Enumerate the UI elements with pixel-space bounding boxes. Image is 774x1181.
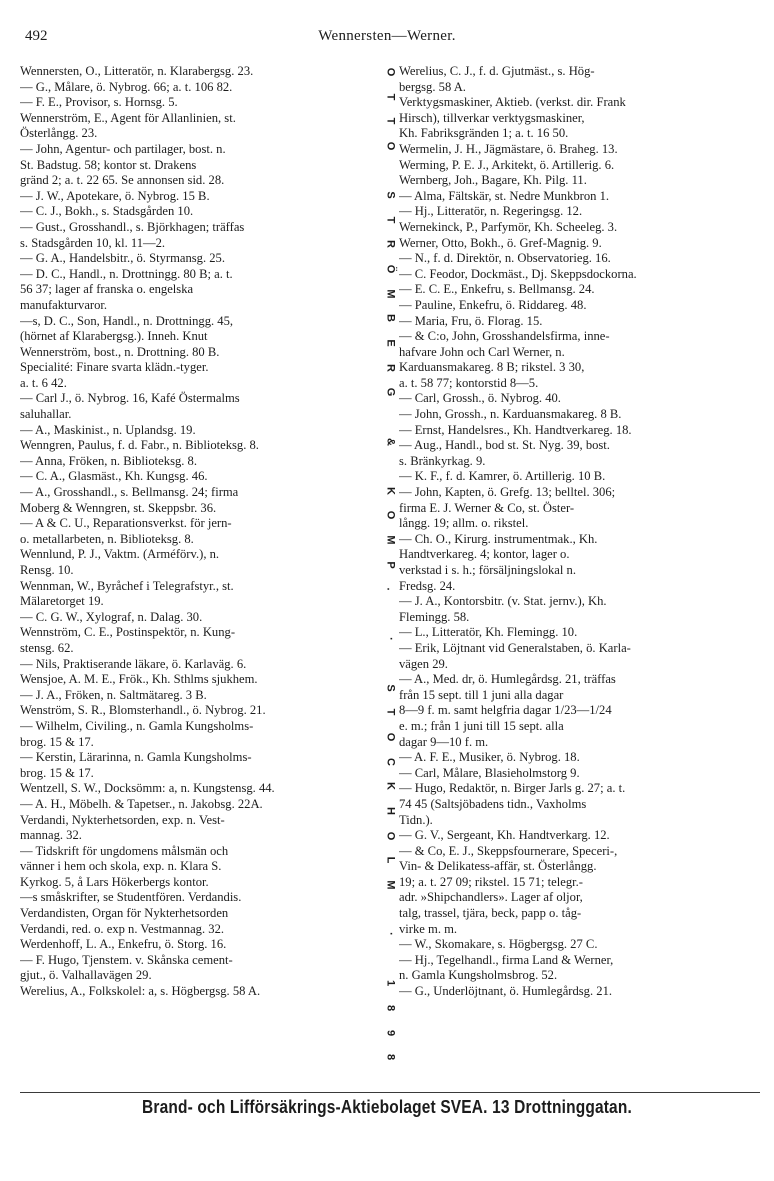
directory-entry-line: Werelius, A., Folkskolel: a, s. Högbergsg. 58 A. [20,984,261,999]
directory-entry-line: — Hj., Tegelhandl., firma Land & Werner, [399,952,614,967]
separator-character: R [384,240,397,249]
directory-entry-line: — A & C. U., Reparationsverkst. för jern- [20,516,232,531]
directory-entry-line: Specialité: Finare svarta klädn.-tyger. [20,360,209,375]
directory-entry-line: 19; a. t. 27 09; rikstel. 15 71; telegr.- [399,874,583,889]
directory-entry-line: Werdenhoff, L. A., Enkefru, ö. Storg. 16. [20,937,227,952]
separator-character: . [384,587,397,591]
directory-entry-line: — Aug., Handl., bod st. St. Nyg. 39, bost. [399,438,610,453]
separator-character: O [384,511,397,520]
directory-entry-line: 56 37; lager af franska o. engelska [20,282,194,297]
directory-entry-line: 8—9 f. m. samt helgfria dagar 1/23—1/24 [399,703,612,718]
page-number: 492 [25,28,48,44]
directory-entry-line: vägen 29. [399,656,448,671]
directory-entry-line: Vin- & Delikatess-affär, st. Österlångg. [399,859,597,874]
directory-entry-line: — Ernst, Handelsres., Kh. Handtverkareg. 18. [399,422,632,437]
directory-entry-line: långg. 19; allm. o. rikstel. [399,516,529,531]
separator-character: M [384,289,397,299]
directory-entry-line: — John, Kapten, ö. Grefg. 13; belltel. 306; [399,485,616,500]
directory-entry-line: —s, D. C., Son, Handl., n. Drottningg. 45, [20,313,234,328]
separator-character: T [384,216,397,224]
directory-entry-line: Wenström, S. R., Blomsterhandl., ö. Nybrog. 21. [20,703,266,718]
directory-entry-line: Handtverkareg. 4; kontor, lager o. [399,547,570,562]
separator-character: 1 [384,980,397,987]
directory-entry-line: brog. 15 & 17. [20,734,94,749]
directory-entry-line: — C. A., Glasmäst., Kh. Kungsg. 46. [20,469,208,484]
separator-character: · [384,932,397,937]
separator-character: H [384,807,397,815]
directory-entry-line: — John, Grossh., n. Karduansmakareg. 8 B. [399,407,622,422]
directory-entry-line: — E. C. E., Enkefru, s. Bellmansg. 24. [399,282,595,297]
directory-entry-line: — J. A., Kontorsbitr. (v. Stat. jernv.), Kh. [399,594,607,609]
directory-entry-line: — & Co, E. J., Skeppsfournerare, Speceri-, [399,843,618,858]
directory-entry-line: — Ch. O., Kirurg. instrumentmak., Kh. [399,531,598,546]
directory-entry-line: Wennman, W., Byråchef i Telegrafstyr., st. [20,578,234,593]
directory-entry-line: — John, Agentur- och partilager, bost. n. [20,141,226,156]
directory-entry-line: 74 45 (Saltsjöbadens tidn., Vaxholms [399,796,587,811]
separator-character: M [384,535,397,545]
footer-rule [20,1092,760,1093]
separator-character: & [384,437,397,446]
directory-entry-line: Werelius, C. J., f. d. Gjutmäst., s. Hög- [399,64,595,78]
directory-entry-line: n. Gamla Kungsholmsbrog. 52. [399,968,558,983]
separator-character: T [384,117,397,125]
separator-character: T [384,93,397,100]
column-separator-text [384,66,397,1086]
directory-entry-line: o. metallarbeten, n. Biblioteksg. 8. [20,531,194,546]
separator-character: S [384,684,397,692]
separator-character: C [384,757,397,766]
directory-entry-line: Verdandi, red. o. exp n. Vestmannag. 32. [20,921,225,936]
directory-entry-line: — G. V., Sergeant, Kh. Handtverkarg. 12. [399,828,610,843]
directory-entry-line: Kh. Fabriksgränden 1; a. t. 16 50. [399,126,569,141]
directory-entry-line: St. Badstug. 58; kontor st. Drakens [20,157,197,172]
directory-entry-line: hafvare John och Carl Werner, n. [399,344,565,359]
separator-character: G [384,387,397,397]
directory-entry-line: — Anna, Fröken, n. Biblioteksg. 8. [20,453,198,468]
footer-advertisement: Brand- och Lifförsäkrings-Aktiebolaget SVEA. 13 Drottninggatan. [142,1097,632,1117]
directory-entry-line: Rensg. 10. [20,563,74,577]
separator-character: Ö [384,264,397,274]
running-head: Wennersten—Werner. [318,28,456,44]
separator-character: B [384,314,397,323]
directory-entry-line: — D. C., Handl., n. Drottningg. 80 B; a. t. [20,266,233,281]
separator-character: K [384,486,397,495]
directory-entry-line: Werming, P. E. J., Arkitekt, ö. Artillerig. 6. [399,157,615,172]
directory-entry-line: — C. Feodor, Dockmäst., Dj. Skeppsdockorna. [399,266,637,281]
directory-entry-line: — L., Litteratör, Kh. Flemingg. 10. [399,625,578,640]
directory-entry-line: mannag. 32. [20,828,82,843]
directory-entry-line: Wentzell, S. W., Docksömm: a, n. Kungstensg. 44. [20,781,275,796]
separator-character: M [384,880,397,890]
directory-entry-line: adr. »Shipchandlers». Lager af oljor, [399,890,583,905]
directory-entry-line: manufakturvaror. [20,297,108,312]
separator-character: T [384,709,397,716]
directory-entry-line: gjut., ö. Valhallavägen 29. [20,968,152,983]
separator-character: 8 [384,1054,397,1061]
directory-entry-line: — F. E., Provisor, s. Hornsg. 5. [20,95,178,110]
directory-entry-line: Wennersten, O., Litteratör, n. Klarabergsg. 23. [20,64,254,78]
directory-entry-line: —s småskrifter, se Studentfören. Verdandis. [20,890,242,905]
directory-entry-line: Karduansmakareg. 8 B; rikstel. 3 30, [399,360,585,375]
directory-entry-line: — Alma, Fältskär, st. Nedre Munkbron 1. [399,188,610,203]
directory-entry-line: (hörnet af Klarabergsg.). Inneh. Knut [20,329,208,344]
directory-entry-line: — Erik, Löjtnant vid Generalstaben, ö. Karla- [399,640,631,655]
directory-entry-line: — Carl, Målare, Blasieholmstorg 9. [399,765,580,780]
directory-entry-line: — A. F. E., Musiker, ö. Nybrog. 18. [399,750,580,765]
directory-entry-line: — Kerstin, Lärarinna, n. Gamla Kungsholms- [20,750,252,765]
directory-entry-line: Kyrkog. 5, å Lars Hökerbergs kontor. [20,874,209,889]
directory-entry-line: — & C:o, John, Grosshandelsfirma, inne- [399,329,610,344]
separator-character: O [384,67,397,77]
separator-character: O [384,831,397,840]
directory-entry-line: — Pauline, Enkefru, ö. Riddareg. 48. [399,297,587,312]
right-column [399,64,765,1000]
directory-entry-line: e. m.; från 1 juni till 15 sept. alla [399,718,564,733]
separator-character: S [384,191,397,199]
directory-entry-line: Wennlund, P. J., Vaktm. (Arméförv.), n. [20,547,220,562]
directory-entry-line: talg, trassel, tjära, beck, papp o. tåg- [399,906,582,921]
directory-entry-line: dagar 9—10 f. m. [399,734,489,749]
directory-entry-line: Wennerström, E., Agent för Allanlinien, st. [20,110,236,125]
directory-entry-line: — W., Skomakare, s. Högbergsg. 27 C. [399,937,598,952]
directory-entry-line: — J. A., Fröken, n. Saltmätareg. 3 B. [20,687,207,702]
separator-character: 8 [384,1005,397,1012]
page-header [0,28,774,52]
directory-entry-line: — C. G. W., Xylograf, n. Dalag. 30. [20,609,203,624]
directory-entry-line: — G., Underlöjtnant, ö. Humlegårdsg. 21. [399,984,613,999]
directory-entry-line: — C. J., Bokh., s. Stadsgården 10. [20,204,194,219]
separator-character: O [384,732,397,742]
directory-entry-line: Tidn.). [399,812,433,827]
directory-entry-line: verkstad i s. h.; försäljningslokal n. [399,563,576,577]
directory-entry-line: — A., Grosshandl., s. Bellmansg. 24; firma [20,485,239,500]
separator-character: P [384,561,397,569]
directory-entry-line: Wenngren, Paulus, f. d. Fabr., n. Biblioteksg. 8. [20,438,259,453]
directory-entry-line: Wernekinck, P., Parfymör, Kh. Scheeleg. 3. [399,219,618,234]
directory-entry-line: Flemingg. 58. [399,609,470,624]
directory-entry-line: s. Stadsgården 10, kl. 11—2. [20,235,166,250]
directory-entry-line: Werner, Otto, Bokh., ö. Gref-Magnig. 9. [399,235,602,250]
separator-character: O [384,141,397,151]
directory-entry-line: — G. A., Handelsbitr., ö. Styrmansg. 25. [20,251,225,266]
directory-entry-line: Wermelin, J. H., Jägmästare, ö. Braheg. 13. [399,141,618,156]
directory-entry-line: — Hj., Litteratör, n. Regeringsg. 12. [399,204,583,219]
separator-character: 9 [384,1029,397,1036]
directory-entry-line: från 15 sept. till 1 juni alla dagar [399,687,564,702]
directory-entry-line: — J. W., Apotekare, ö. Nybrog. 15 B. [20,188,210,203]
directory-entry-line: Wennström, C. E., Postinspektör, n. Kung- [20,625,236,640]
directory-entry-line: — Gust., Grosshandl., s. Björkhagen; träffas [20,219,245,234]
directory-entry-line: — Hugo, Redaktör, n. Birger Jarls g. 27; a. t. [399,781,626,796]
separator-character: R [384,363,397,372]
directory-entry-line: virke m. m. [399,921,458,936]
directory-entry-line: brog. 15 & 17. [20,765,94,780]
separator-character: · [384,636,397,641]
directory-entry-line: bergsg. 58 A. [399,79,466,94]
directory-entry-line: — A. H., Möbelh. & Tapetser., n. Jakobsg. 22A. [20,796,263,811]
directory-entry-line: — Wilhelm, Civiling., n. Gamla Kungsholms- [20,718,254,733]
directory-entry-line: — Nils, Praktiserande läkare, ö. Karlaväg. 6. [20,656,247,671]
directory-entry-line: — N., f. d. Direktör, n. Observatorieg. 16. [399,251,611,266]
directory-entry-line: — A., Med. dr, ö. Humlegårdsg. 21, träffas [399,672,616,687]
directory-entry-line: — K. F., f. d. Kamrer, ö. Artillerig. 10 B. [399,469,606,484]
directory-entry-line: Verdandisten, Organ för Nykterhetsorden [20,906,229,921]
directory-entry-line: — Tidskrift för ungdomens målsmän och [20,843,229,858]
directory-entry-line: Wennerström, bost., n. Drottning. 80 B. [20,344,220,359]
directory-entry-line: stensg. 62. [20,640,74,655]
directory-entry-line: — A., Maskinist., n. Uplandsg. 19. [20,422,196,437]
directory-entry-line: firma E. J. Werner & Co, st. Öster- [399,500,575,515]
directory-entry-line: — Maria, Fru, ö. Florag. 15. [399,313,543,328]
directory-entry-line: Wensjoe, A. M. E., Frök., Kh. Sthlms sjukhem. [20,672,258,687]
directory-entry-line: Verktygsmaskiner, Aktieb. (verkst. dir. Frank [399,95,626,110]
directory-entry-line: a. t. 58 77; kontorstid 8—5. [399,375,539,390]
separator-character: E [384,339,397,347]
directory-entry-line: — Carl J., ö. Nybrog. 16, Kafé Östermalms [20,391,240,406]
directory-entry-line: a. t. 6 42. [20,375,67,390]
directory-entry-line: Moberg & Wenngren, st. Skeppsbr. 36. [20,500,217,515]
separator-character: L [384,856,397,864]
directory-entry-line: — G., Målare, ö. Nybrog. 66; a. t. 106 82. [20,79,233,94]
directory-entry-line: Wernberg, Joh., Bagare, Kh. Pilg. 11. [399,173,587,188]
directory-entry-line: Verdandi, Nykterhetsorden, exp. n. Vest- [20,812,225,827]
directory-entry-line: Österlångg. 23. [20,126,98,141]
directory-entry-line: Mälaretorget 19. [20,594,104,609]
directory-entry-line: vänner i hem och skola, exp. n. Klara S. [20,859,222,874]
directory-entry-line: saluhallar. [20,407,72,422]
separator-character: K [384,782,397,791]
directory-entry-line: Hirsch), tillverkar verktygsmaskiner, [399,110,585,125]
directory-entry-line: Fredsg. 24. [399,578,456,593]
directory-entry-line: — F. Hugo, Tjenstem. v. Skånska cement- [20,952,233,967]
directory-entry-line: — Carl, Grossh., ö. Nybrog. 40. [399,391,561,406]
directory-entry-line: gränd 2; a. t. 22 65. Se annonsen sid. 28. [20,173,225,188]
directory-entry-line: s. Bränkyrkag. 9. [399,453,486,468]
left-column [20,64,382,1000]
